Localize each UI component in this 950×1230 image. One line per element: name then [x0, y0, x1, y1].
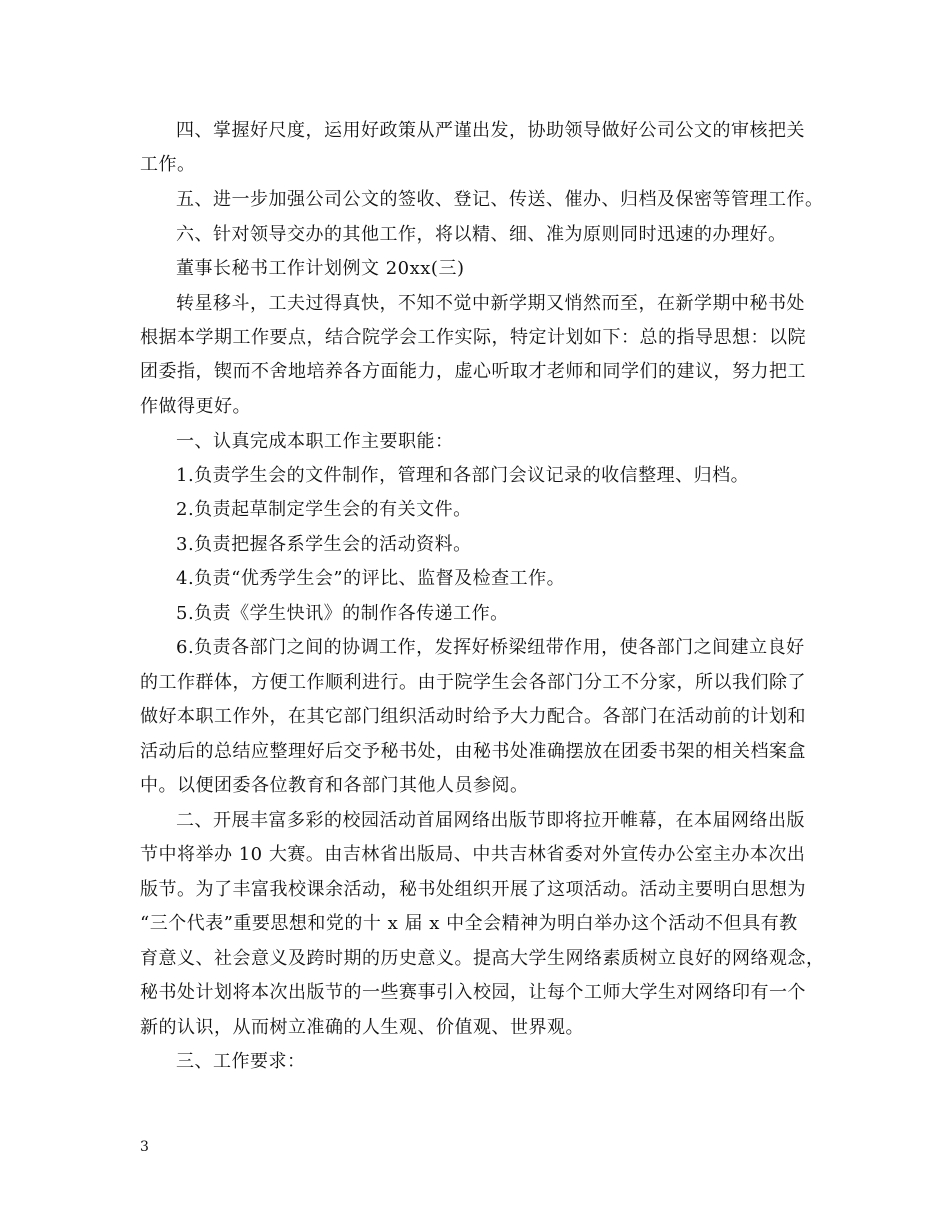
list-item: 2.负责起草制定学生会的有关文件。 — [176, 499, 472, 520]
paragraph-line: 活动后的总结应整理好后交予秘书处，由秘书处准确摆放在团委书架的相关档案盒 — [140, 741, 806, 762]
paragraph-line: 版节。为了丰富我校课余活动，秘书处组织开展了这项活动。活动主要明白思想为 — [140, 879, 806, 900]
paragraph-line: 根据本学期工作要点，结合院学会工作实际，特定计划如下：总的指导思想：以院 — [140, 327, 806, 348]
page-number: 3 — [140, 1139, 149, 1155]
paragraph-line: 育意义、社会意义及跨时期的历史意义。提高大学生网络素质树立良好的网络观念， — [140, 948, 825, 969]
list-item: 4.负责“优秀学生会”的评比、监督及检查工作。 — [176, 568, 566, 589]
paragraph-line: 中。以便团委各位教育和各部门其他人员参阅。 — [140, 775, 529, 796]
paragraph-line: 工作。 — [140, 154, 196, 175]
paragraph-line: 六、针对领导交办的其他工作，将以精、细、准为原则同时迅速的办理好。 — [176, 224, 787, 245]
section-heading: 董事长秘书工作计划例文 20xx(三) — [176, 258, 465, 279]
paragraph-line: 作做得更好。 — [140, 396, 251, 417]
paragraph-line: “三个代表”重要思想和党的十 x 届 x 中全会精神为明白举办这个活动不但具有教 — [140, 913, 798, 934]
list-item: 3.负责把握各系学生会的活动资料。 — [176, 534, 472, 555]
paragraph-line: 秘书处计划将本次出版节的一些赛事引入校园，让每个工师大学生对网络印有一个 — [140, 982, 806, 1003]
paragraph-line: 转星移斗，工夫过得真快，不知不觉中新学期又悄然而至，在新学期中秘书处 — [176, 293, 805, 314]
list-item: 5.负责《学生快讯》的制作各传递工作。 — [176, 603, 509, 624]
list-item: 1.负责学生会的文件制作，管理和各部门会议记录的收信整理、归档。 — [176, 465, 750, 486]
paragraph-line: 三、工作要求： — [176, 1051, 306, 1072]
paragraph-line: 五、进一步加强公司公文的签收、登记、传送、催办、归档及保密等管理工作。 — [176, 189, 824, 210]
list-item: 6.负责各部门之间的协调工作，发挥好桥梁纽带作用，使各部门之间建立良好 — [176, 637, 805, 658]
paragraph-line: 节中将举办 10 大赛。由吉林省出版局、中共吉林省委对外宣传办公室主办本次出 — [140, 844, 806, 865]
paragraph-line: 二、开展丰富多彩的校园活动首届网络出版节即将拉开帷幕，在本届网络出版 — [176, 810, 805, 831]
paragraph-line: 四、掌握好尺度，运用好政策从严谨出发，协助领导做好公司公文的审核把关 — [176, 120, 805, 141]
paragraph-line: 的工作群体，方便工作顺利进行。由于院学生会各部门分工不分家，所以我们除了 — [140, 672, 806, 693]
paragraph-line: 新的认识，从而树立准确的人生观、价值观、世界观。 — [140, 1017, 584, 1038]
paragraph-line: 一、认真完成本职工作主要职能： — [176, 431, 454, 452]
paragraph-line: 团委指，锲而不舍地培养各方面能力，虚心听取才老师和同学们的建议，努力把工 — [140, 361, 806, 382]
paragraph-line: 做好本职工作外，在其它部门组织活动时给予大力配合。各部门在活动前的计划和 — [140, 706, 806, 727]
